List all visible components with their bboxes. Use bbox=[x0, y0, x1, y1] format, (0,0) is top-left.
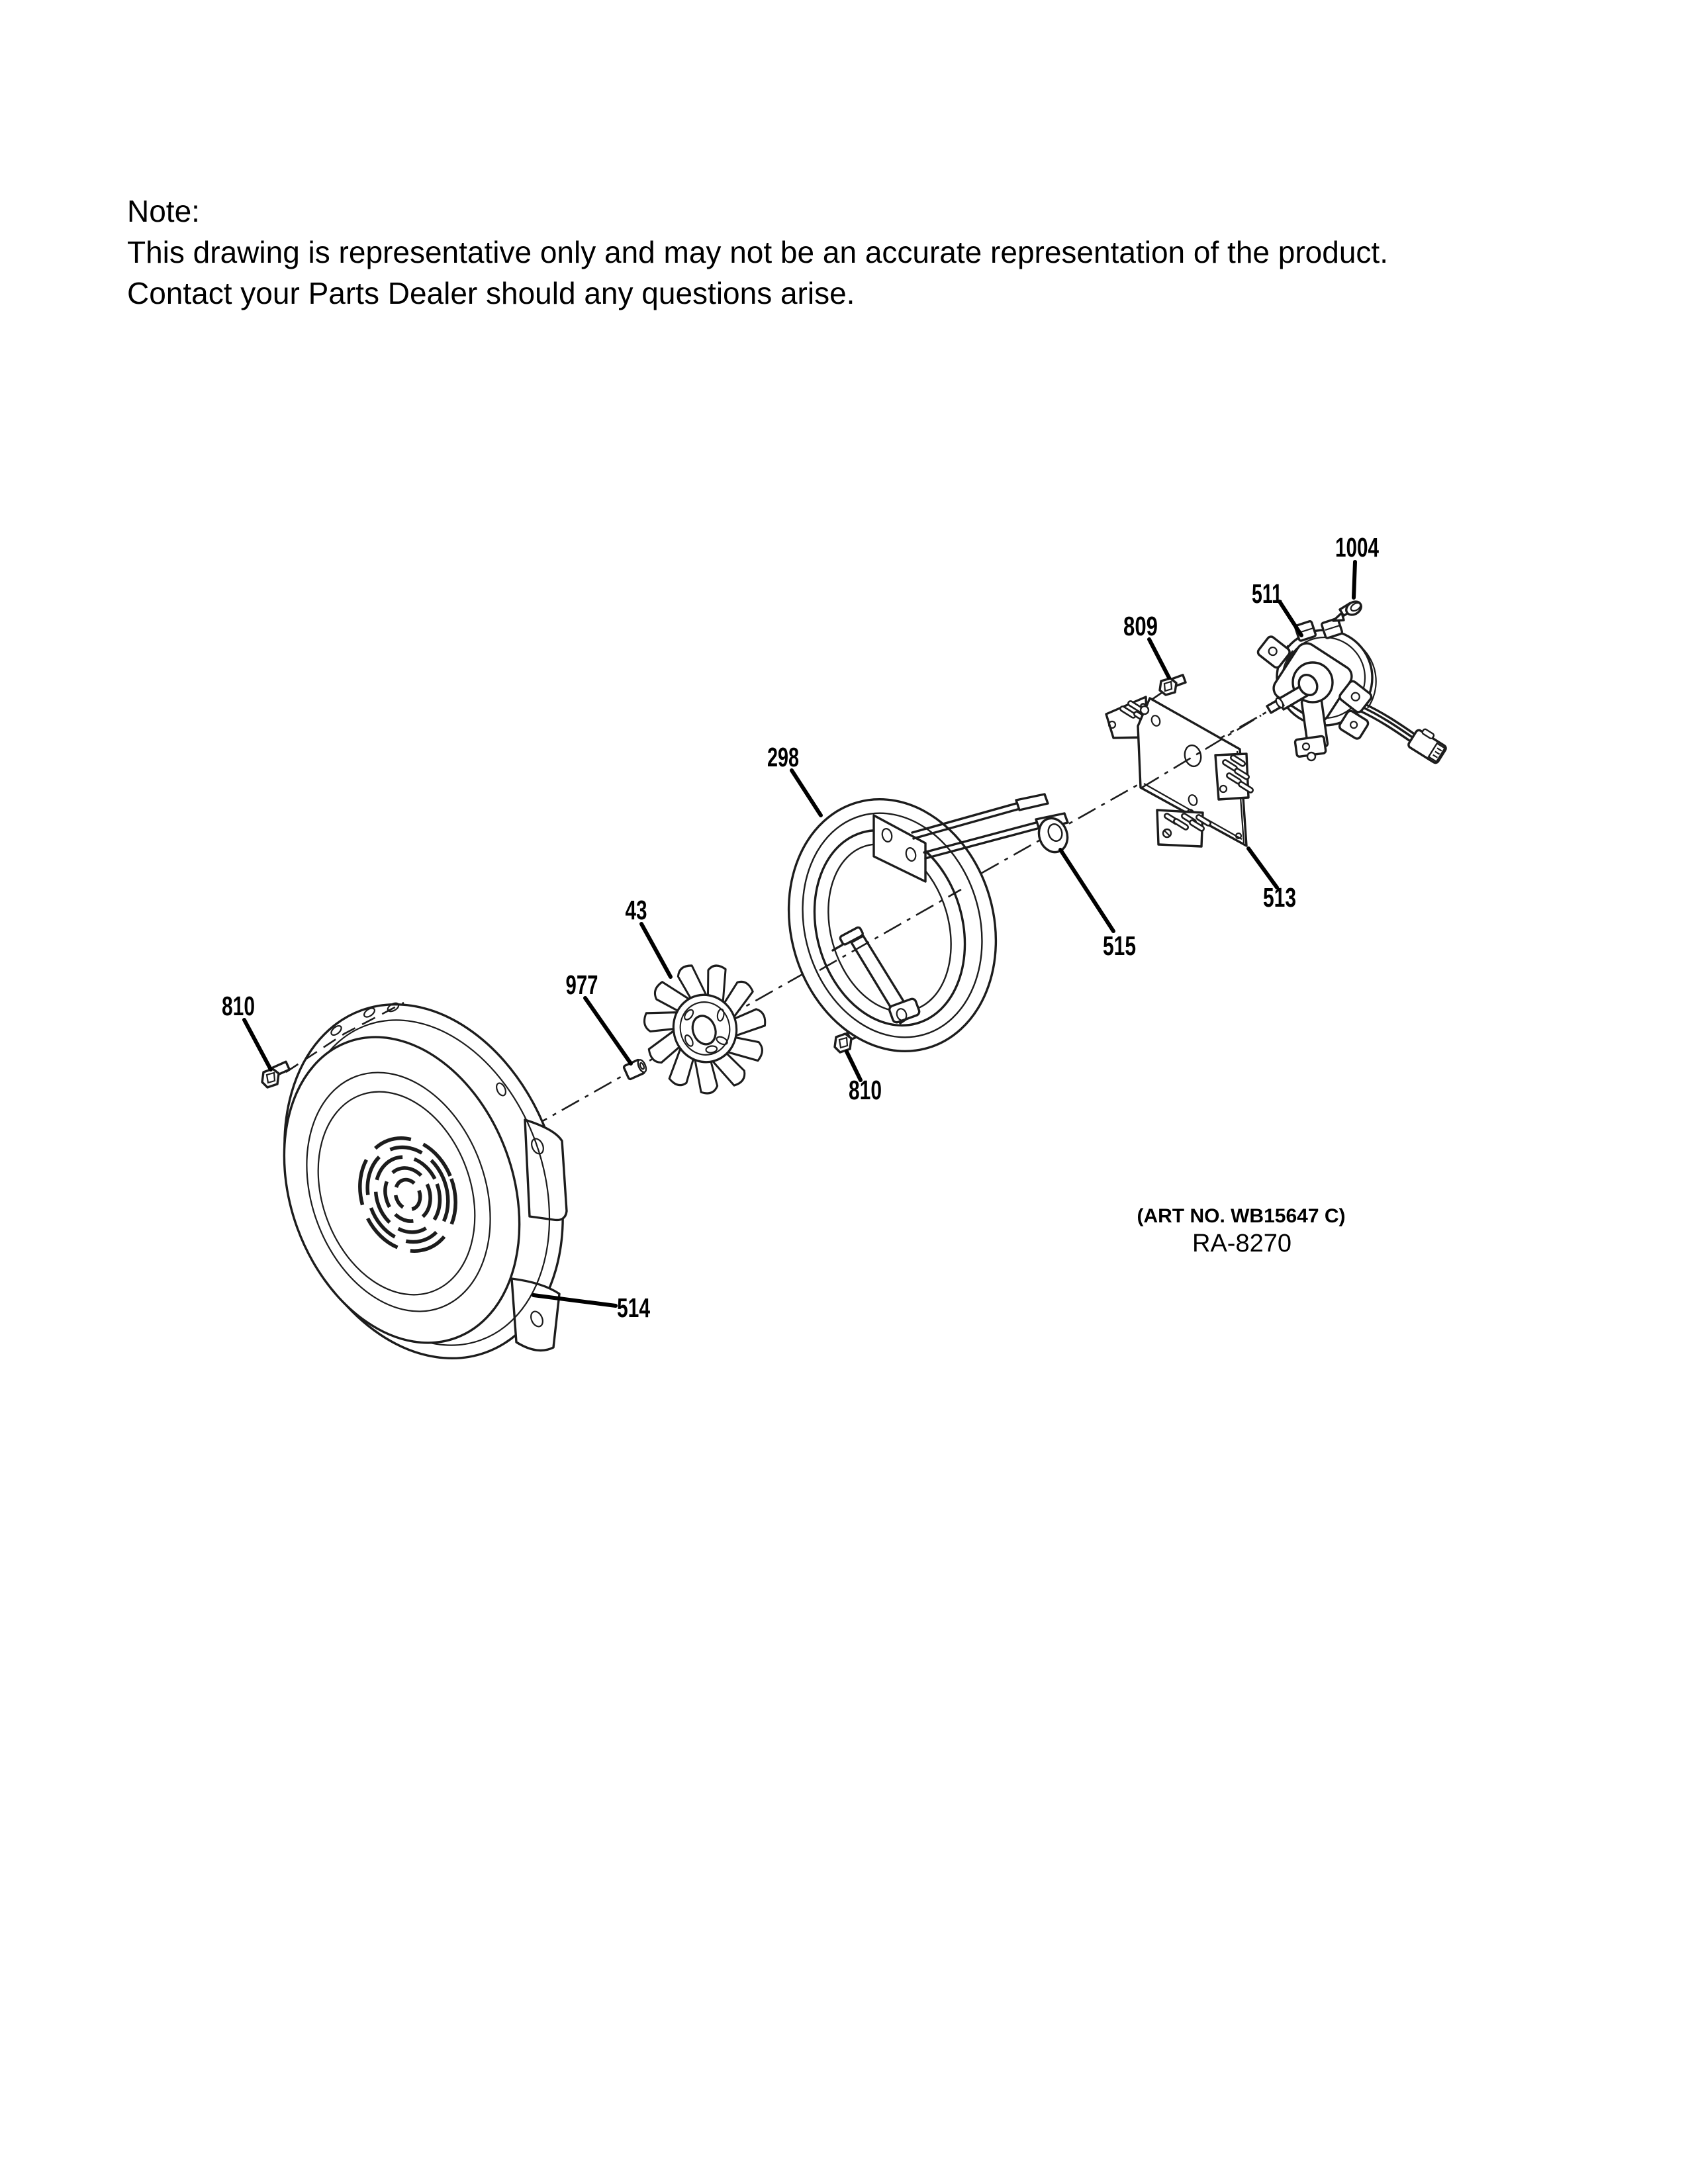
plate-flap-right bbox=[1215, 754, 1254, 799]
part-label-977: 977 bbox=[565, 970, 598, 1000]
motor-511 bbox=[1256, 618, 1449, 764]
part-label-515: 515 bbox=[1103, 931, 1136, 961]
art-number: (ART NO. WB15647 C) bbox=[1137, 1205, 1346, 1227]
motor-wire-harness bbox=[1360, 704, 1449, 764]
leader-1004 bbox=[1354, 562, 1355, 598]
leader-977 bbox=[585, 998, 631, 1064]
part-label-810-left: 810 bbox=[222, 991, 255, 1021]
note-line-1: This drawing is representative only and may not be an accurate representation of the product. bbox=[127, 235, 1388, 269]
plate-flap-bottom bbox=[1157, 810, 1211, 846]
part-label-514: 514 bbox=[617, 1293, 651, 1323]
screw-810-left bbox=[262, 1062, 289, 1087]
fan-cover-514 bbox=[237, 965, 610, 1398]
leader-810-left bbox=[244, 1020, 271, 1069]
leader-298 bbox=[792, 770, 821, 815]
mounting-plate-513 bbox=[1106, 697, 1261, 846]
leader-515 bbox=[1060, 850, 1113, 931]
heating-element-298 bbox=[760, 774, 1068, 1075]
leader-43 bbox=[641, 924, 671, 977]
note-title: Note: bbox=[127, 194, 200, 228]
wire-connector bbox=[1407, 725, 1449, 764]
part-label-511: 511 bbox=[1252, 578, 1282, 609]
part-label-1004: 1004 bbox=[1335, 532, 1380, 563]
drawing-number: RA-8270 bbox=[1192, 1230, 1291, 1257]
part-label-298: 298 bbox=[767, 742, 799, 772]
part-label-513: 513 bbox=[1263, 882, 1296, 913]
part-label-809: 809 bbox=[1123, 611, 1158, 641]
note-line-2: Contact your Parts Dealer should any questions arise. bbox=[127, 276, 855, 310]
leader-809 bbox=[1149, 639, 1169, 678]
screw-809-axis bbox=[1152, 692, 1162, 700]
part-label-810-lower: 810 bbox=[849, 1075, 882, 1105]
part-label-43: 43 bbox=[625, 895, 647, 925]
screw-1004 bbox=[1333, 599, 1364, 621]
fan-blade-43 bbox=[630, 950, 780, 1108]
leader-511 bbox=[1280, 602, 1301, 635]
